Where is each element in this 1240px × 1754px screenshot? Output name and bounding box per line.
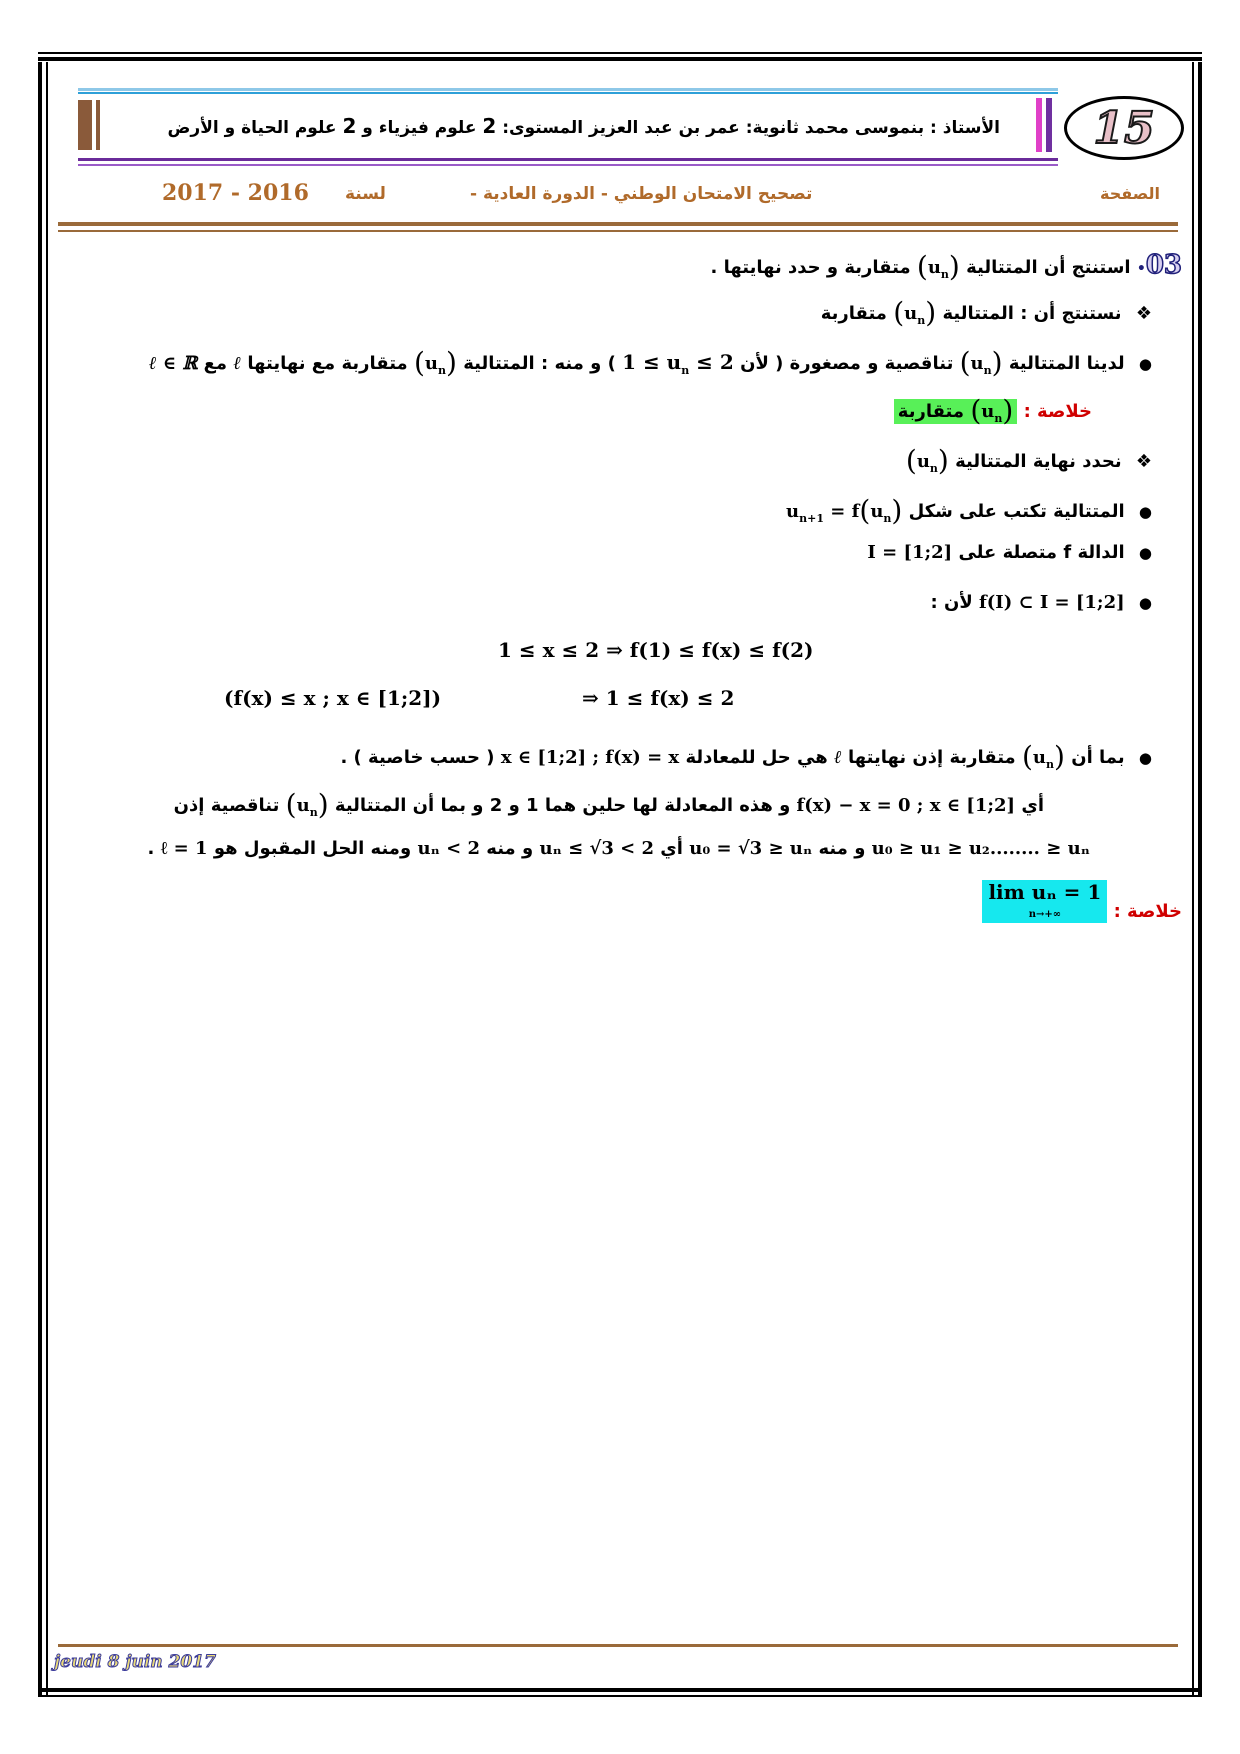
bullet-icon: ● bbox=[1138, 544, 1152, 562]
bullet-4: ● f(I) ⊂ I = [1;2] لأن : bbox=[930, 592, 1152, 613]
header-rule-bottom2 bbox=[78, 164, 1058, 166]
header-rule-top2 bbox=[78, 92, 1058, 94]
header-bar-left bbox=[78, 100, 92, 150]
page-number-badge: 15 bbox=[1064, 96, 1184, 160]
frame-top-2 bbox=[38, 57, 1202, 61]
diamond-bullet-icon: ❖ bbox=[1135, 303, 1152, 324]
frame-right-inner bbox=[1192, 62, 1194, 1696]
subquestion-1: ❖ نستنتج أن : المتتالية $(u_n)$ متقاربة bbox=[820, 296, 1152, 329]
frame-bottom-1 bbox=[38, 1688, 1202, 1692]
reasoning-line-2: أي f(x) − x = 0 ; x ∈ [1;2] و هذه المعادلة لها حلين هما 1 و 2 و بما أن المتتالية $(u_n)$ تناقصية إذن bbox=[173, 788, 1044, 821]
frame-left-inner bbox=[46, 62, 48, 1696]
header-rule-top bbox=[78, 88, 1058, 91]
frame-left bbox=[38, 62, 42, 1696]
equation-2-left: (f(x) ≤ x ; x ∈ [1;2]) bbox=[224, 686, 442, 710]
bullet-icon: ● bbox=[1138, 594, 1152, 612]
footer-date: jeudi 8 juin 2017 bbox=[54, 1652, 216, 1672]
reasoning-line-3: u₀ ≥ u₁ ≥ u₂........ ≥ uₙ و منه u₀ = √3 ≥ uₙ أي uₙ ≤ √3 < 2 و منه uₙ < 2 ومنه الحل المقبول هو ℓ = 1 . bbox=[147, 838, 1090, 859]
conclusion-2: خلاصة : lim uₙ = 1 n→+∞ bbox=[982, 880, 1182, 923]
bullet-3: ● الدالة f متصلة على I = [1;2] bbox=[867, 542, 1152, 563]
conclusion-1: خلاصة : $(u_n)$ متقاربة bbox=[894, 394, 1092, 427]
bullet-icon: ● bbox=[1138, 355, 1152, 373]
equation-1: 1 ≤ x ≤ 2 ⇒ f(1) ≤ f(x) ≤ f(2) bbox=[498, 638, 814, 662]
header-bar-left2 bbox=[96, 100, 100, 150]
frame-bottom-2 bbox=[38, 1695, 1202, 1697]
frame-right bbox=[1198, 62, 1202, 1696]
question-number: 03 bbox=[1145, 250, 1182, 280]
question-heading: 03• استنتج أن المتتالية $(u_n)$ متقاربة و حدد نهايتها . bbox=[710, 250, 1182, 283]
teacher-line: الأستاذ : بنموسى محمد ثانوية: عمر بن عبد العزيز المستوى: 2 علوم فيزياء و 2 علوم الحياة و الأرض bbox=[167, 114, 1000, 138]
section-rule-1 bbox=[58, 222, 1178, 226]
bullet-2: ● المتتالية تكتب على شكل $u_{n+1} = f(u_n)$ bbox=[786, 494, 1152, 527]
diamond-bullet-icon: ❖ bbox=[1135, 451, 1152, 472]
bullet-5: ● بما أن $(u_n)$ متقاربة إذن نهايتها ℓ هي حل للمعادلة x ∈ [1;2] ; f(x) = x ( حسب خاصية ) . bbox=[340, 740, 1152, 773]
year-label: لسنة bbox=[345, 184, 386, 204]
section-rule-2 bbox=[58, 230, 1178, 232]
footer-rule bbox=[58, 1644, 1178, 1647]
header-bar-right2 bbox=[1046, 98, 1052, 152]
bullet-icon: ● bbox=[1138, 749, 1152, 767]
subquestion-2: ❖ نحدد نهاية المتتالية $(u_n)$ bbox=[905, 444, 1152, 477]
bullet-1: ● لدينا المتتالية $(u_n)$ تناقصية و مصغورة ( لأن $1 \le u_n \le 2$ ) و منه : المتتالية $(u_n)$ متقاربة مع نهايتها ℓ مع ℓ ∈ ℝ bbox=[148, 346, 1152, 379]
bullet-icon: ● bbox=[1138, 503, 1152, 521]
page-label: الصفحة bbox=[1100, 184, 1161, 203]
equation-2-right: ⇒ 1 ≤ f(x) ≤ 2 bbox=[582, 686, 735, 710]
exam-title: تصحيح الامتحان الوطني - الدورة العادية - bbox=[470, 184, 813, 204]
exam-year: 2017 - 2016 bbox=[162, 180, 309, 206]
frame-top-1 bbox=[38, 52, 1202, 54]
header-rule-bottom bbox=[78, 158, 1058, 161]
header-bar-right bbox=[1036, 98, 1042, 152]
